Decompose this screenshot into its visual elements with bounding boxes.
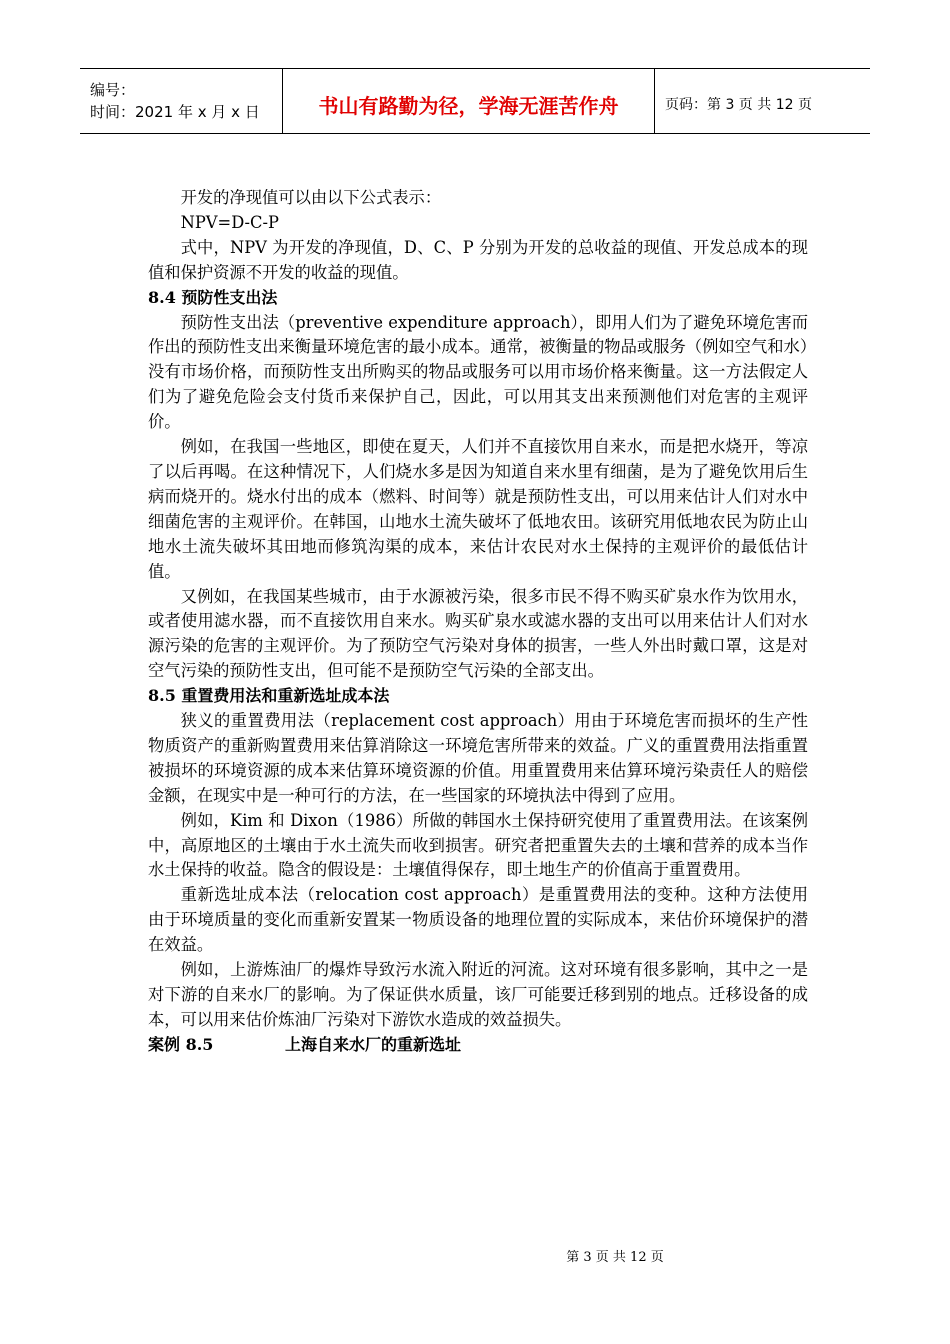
header-meta: [80, 69, 283, 133]
paragraph: 预防性支出法（preventive expenditure approach），即用人们为了避免环境危害而作出的预防性支出来衡量环境危害的最小成本。通常，被衡量的物品或服务（例如空气和水）没有市场价格，而预防性支出所购买的物品或服务可以用市场价格来衡量。这一方法假定人们为了避免危险会支付货币来保护自己，因此，可以用其支出来预测他们对危害的主观评价。: [148, 312, 808, 432]
page-footer: [0, 1246, 950, 1265]
section-heading-8-4: 8.4 预防性支出法: [148, 287, 278, 307]
footer-page-number: 第 3 页 共 12 页: [566, 1250, 664, 1265]
document-date: 时间：2021 年 x 月 x 日: [90, 103, 260, 121]
paragraph: 例如，在我国一些地区，即使在夏天，人们并不直接饮用自来水，而是把水烧开，等凉了以后再喝。在这种情况下，人们烧水多是因为知道自来水里有细菌，是为了避免饮用后生病而烧开的。烧水付出的成本（燃料、时间等）就是预防性支出，可以用来估计人们对水中细菌危害的主观评价。在韩国，山地水土流失破坏了低地农田。该研究用低地农民为防止山地水土流失破坏其田地而修筑沟渠的成本，来估计农民对水土保持的主观评价的最低估计值。: [148, 437, 808, 581]
motto-text: 书山有路勤为径，学海无涯苦作舟: [318, 93, 619, 118]
case-number: 案例 8.5: [148, 1034, 214, 1054]
case-title: 上海自来水厂的重新选址: [285, 1034, 462, 1054]
case-heading: [148, 1033, 808, 1058]
paragraph: 狭义的重置费用法（replacement cost approach）用由于环境危害而损坏的生产性物质资产的重新购置费用来估算消除这一环境危害所带来的效益。广义的重置费用法指重置被损坏的环境资源的成本来估算环境资源的价值。用重置费用来估算环境污染责任人的赔偿金额，在现实中是一种可行的方法，在一些国家的环境执法中得到了应用。: [148, 711, 808, 805]
document-number: 编号：: [90, 81, 136, 99]
paragraph: 重新选址成本法（relocation cost approach）是重置费用法的变种。这种方法使用由于环境质量的变化而重新安置某一物质设备的地理位置的实际成本，来估价环境保护的潜在效益。: [148, 885, 808, 955]
paragraph: 又例如，在我国某些城市，由于水源被污染，很多市民不得不购买矿泉水作为饮用水，或者使用滤水器，而不直接饮用自来水。购买矿泉水或滤水器的支出可以用来估计人们对水源污染的危害的主观评价。为了预防空气污染对身体的损害，一些人外出时戴口罩，这是对空气污染的预防性支出，但可能不是预防空气污染的全部支出。: [148, 586, 808, 681]
formula: NPV=D-C-P: [180, 212, 279, 232]
section-heading-8-5: 8.5 重置费用法和重新选址成本法: [148, 686, 390, 706]
page-number-label: 页码：第 3 页 共 12 页: [665, 97, 812, 113]
paragraph: 式中，NPV 为开发的净现值，D、C、P 分别为开发的总收益的现值、开发总成本的现值和保护资源不开发的收益的现值。: [148, 237, 808, 282]
header-motto: [283, 69, 655, 133]
document-body: [148, 186, 808, 1058]
paragraph: 例如，Kim 和 Dixon（1986）所做的韩国水土保持研究使用了重置费用法。在该案例中，高原地区的土壤由于水土流失而收到损害。研究者把重置失去的土壤和营养的成本当作水土保持的收益。隐含的假设是：土壤值得保存，即土地生产的价值高于重置费用。: [148, 810, 808, 880]
page-header: [80, 68, 870, 134]
paragraph: 开发的净现值可以由以下公式表示：: [180, 188, 442, 207]
header-page-info: [655, 69, 870, 133]
paragraph: 例如，上游炼油厂的爆炸导致污水流入附近的河流。这对环境有很多影响，其中之一是对下游的自来水厂的影响。为了保证供水质量，该厂可能要迁移到别的地点。迁移设备的成本，可以用来估价炼油厂污染对下游饮水造成的效益损失。: [148, 960, 808, 1029]
